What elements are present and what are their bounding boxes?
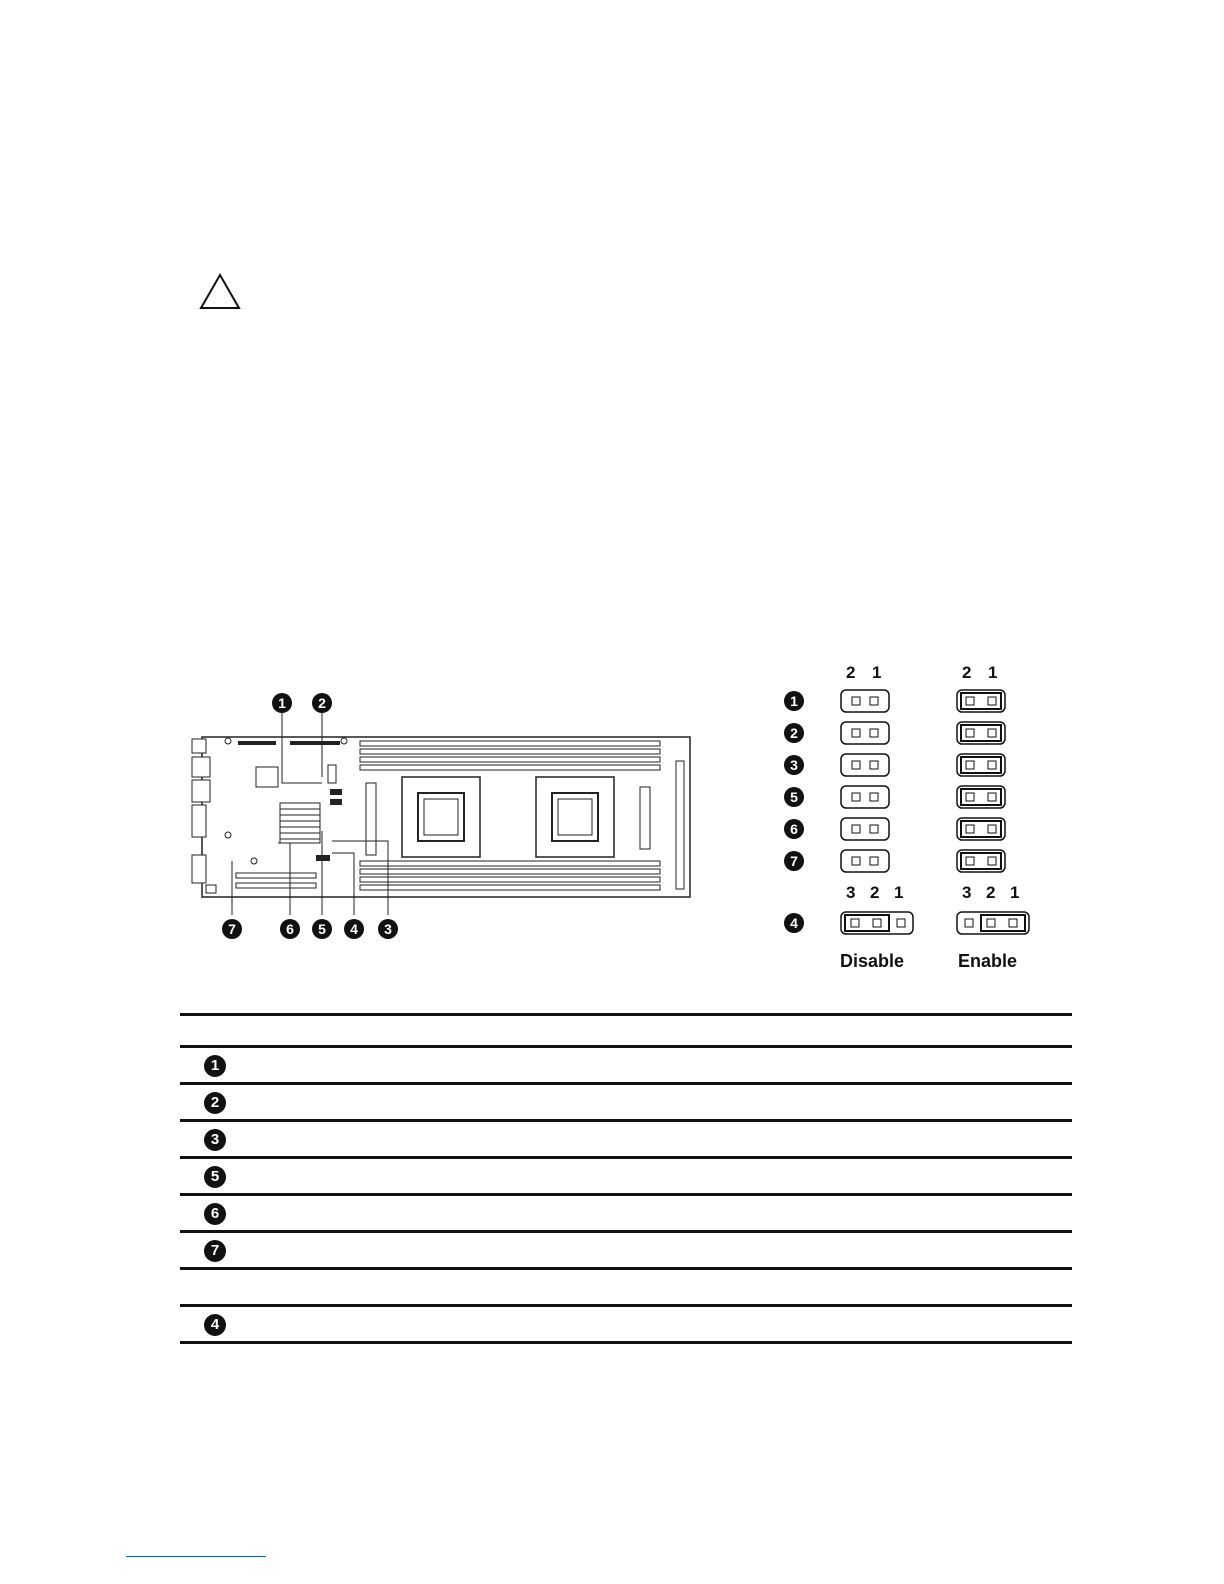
two-pin-jumper-disable: [840, 689, 890, 713]
table-row-number-badge: 1: [204, 1055, 226, 1077]
table-rule: [180, 1013, 1072, 1016]
two-pin-jumper-enable: [956, 785, 1006, 809]
table-row-number-badge: 3: [204, 1129, 226, 1151]
board-callout-3: [378, 919, 398, 939]
two-pin-jumper-enable: [956, 753, 1006, 777]
jumper-row: [770, 689, 1070, 717]
board-callout-1: [272, 693, 292, 713]
jumper-row: [770, 721, 1070, 749]
two-pin-jumper-enable: [956, 817, 1006, 841]
svg-text:5: 5: [318, 921, 326, 937]
two-pin-jumper-enable: [956, 849, 1006, 873]
jumper-number-badge: 3: [784, 755, 804, 775]
two-pin-jumper-disable: [840, 785, 890, 809]
jumper-number-badge: 7: [784, 851, 804, 871]
jumper-number-badge: 4: [784, 913, 804, 933]
table-rule: [180, 1267, 1072, 1270]
disable-label: Disable: [840, 951, 905, 971]
two-pin-jumper-enable: [956, 721, 1006, 745]
table-row: [180, 1122, 1072, 1156]
svg-text:4: 4: [350, 921, 358, 937]
two-pin-jumper-disable: [840, 721, 890, 745]
table-row: [180, 1159, 1072, 1193]
two-pin-jumper-disable: [840, 817, 890, 841]
system-board-diagram: [170, 685, 730, 945]
footnote-rule: [126, 1556, 266, 1557]
enable-label: Enable: [958, 951, 1018, 971]
svg-text:2: 2: [318, 695, 326, 711]
processor-socket-2: [536, 777, 614, 857]
chipset-heatsink: [280, 803, 320, 843]
pin-label: 3: [846, 883, 856, 902]
board-callout-5: [312, 919, 332, 939]
table-row-number-badge: 4: [204, 1314, 226, 1336]
jumper-row: [770, 849, 1070, 877]
svg-text:3: 3: [384, 921, 392, 937]
jumper-settings-legend: [770, 655, 1070, 985]
jumper-number-badge: 5: [784, 787, 804, 807]
board-callout-6: [280, 919, 300, 939]
svg-text:7: 7: [228, 921, 236, 937]
table-row-number-badge: 7: [204, 1240, 226, 1262]
pin-label: 1: [894, 883, 904, 902]
jumper-number-badge: 2: [784, 723, 804, 743]
two-pin-jumper-disable: [840, 753, 890, 777]
pin-label: 2: [846, 663, 856, 682]
svg-text:6: 6: [286, 921, 294, 937]
processor-socket-1: [402, 777, 480, 857]
board-callout-2: [312, 693, 332, 713]
table-row: [180, 1196, 1072, 1230]
table-row-number-badge: 5: [204, 1166, 226, 1188]
jumper-row: [770, 817, 1070, 845]
table-row: [180, 1085, 1072, 1119]
jumper-number-badge: 1: [784, 691, 804, 711]
two-pin-jumper-enable: [956, 689, 1006, 713]
board-callout-7: [222, 919, 242, 939]
jumper-row: [770, 785, 1070, 813]
three-pin-jumper-enable: [956, 911, 1030, 935]
pin-label: 1: [872, 663, 882, 682]
pin-label: 1: [988, 663, 998, 682]
three-pin-jumper-disable: [840, 911, 914, 935]
svg-text:1: 1: [278, 695, 286, 711]
table-rule: [180, 1341, 1072, 1344]
pin-label: 2: [962, 663, 972, 682]
two-pin-jumper-disable: [840, 849, 890, 873]
pin-label: 2: [986, 883, 996, 902]
jumper-row: [770, 753, 1070, 781]
table-row-number-badge: 2: [204, 1092, 226, 1114]
table-row-number-badge: 6: [204, 1203, 226, 1225]
table-row: [180, 1307, 1072, 1341]
table-row: [180, 1233, 1072, 1267]
pin-label: 2: [870, 883, 880, 902]
warning-triangle-icon: [198, 272, 242, 312]
pin-label: 3: [962, 883, 972, 902]
board-callout-4: [344, 919, 364, 939]
pin-label: 1: [1010, 883, 1020, 902]
jumper-number-badge: 6: [784, 819, 804, 839]
table-row: [180, 1048, 1072, 1082]
